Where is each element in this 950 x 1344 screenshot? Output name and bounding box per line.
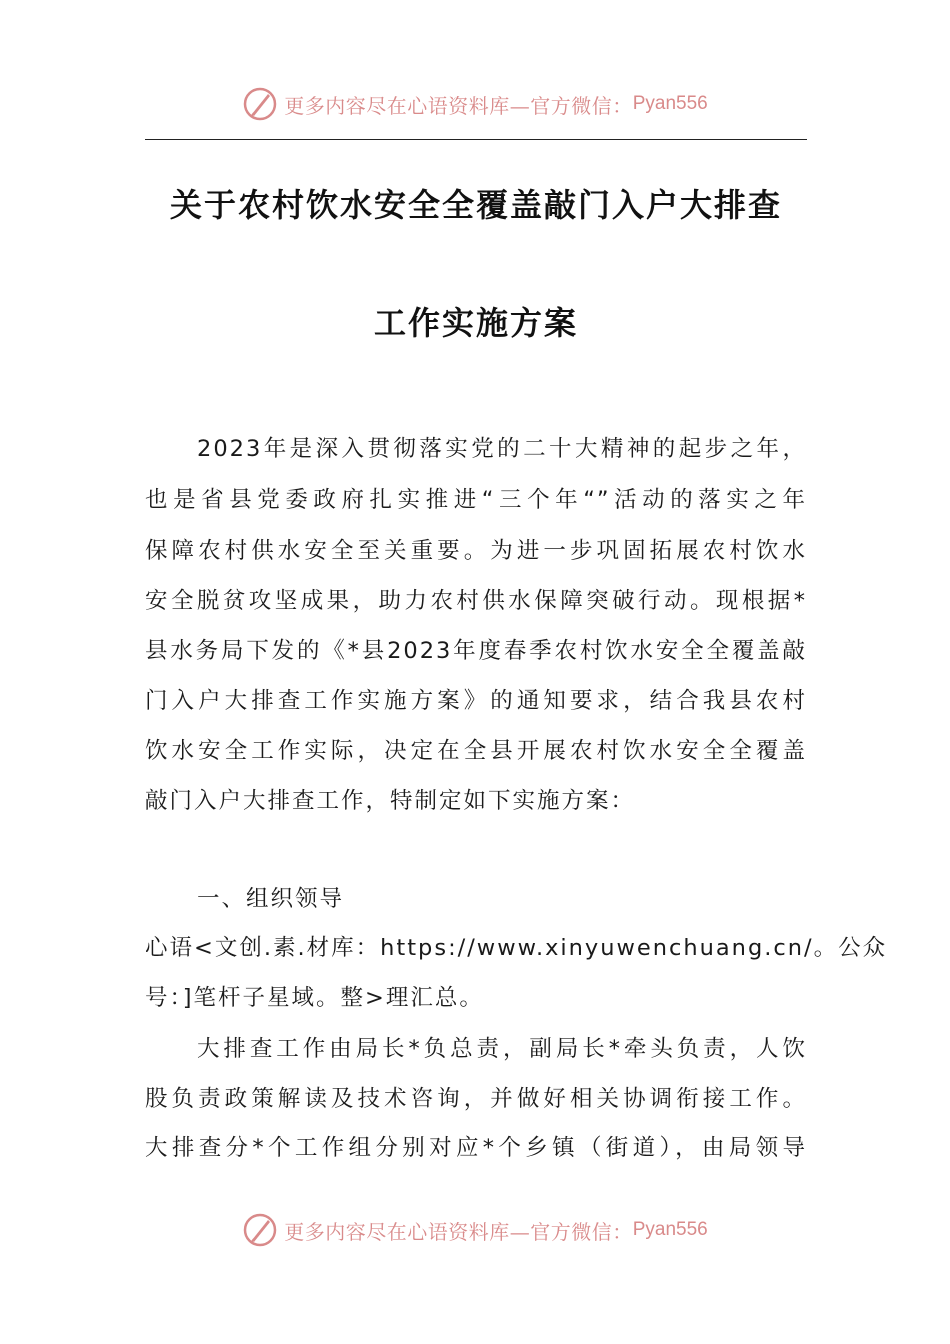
watermark-handle: Pyan556 [632, 93, 708, 114]
body-line: 保障农村供水安全至关重要。为进一步巩固拓展农村饮水 [145, 538, 807, 564]
header-rule [145, 139, 807, 140]
body-line: 县水务局下发的《*县2023年度春季农村饮水安全全覆盖敲 [145, 638, 807, 664]
section-heading: 一、组织领导 [197, 886, 345, 912]
body-line: 敲门入户大排查工作，特制定如下实施方案： [145, 788, 636, 814]
source-note-line: 号：]笔杆子星域。整>理汇总。 [145, 985, 484, 1011]
quill-logo-icon [242, 86, 278, 122]
body-line: 2023年是深入贯彻落实党的二十大精神的起步之年， [197, 436, 807, 462]
body-line: 大排查工作由局长*负总责，副局长*牵头负责，人饮 [197, 1036, 807, 1062]
watermark-text: 更多内容尽在心语资料库—官方微信： [284, 93, 633, 118]
title-line-2: 工作实施方案 [373, 304, 578, 342]
watermark-handle: Pyan556 [632, 1219, 708, 1240]
body-line: 安全脱贫攻坚成果，助力农村供水保障突破行动。现根据* [145, 588, 807, 614]
body-line: 大排查分*个工作组分别对应*个乡镇（街道），由局领导 [145, 1135, 807, 1161]
title-line-1: 关于农村饮水安全全覆盖敲门入户大排查 [169, 186, 782, 224]
footer-watermark [0, 1210, 950, 1250]
body-line: 门入户大排查工作实施方案》的通知要求，结合我县农村 [145, 688, 807, 714]
watermark-text: 更多内容尽在心语资料库—官方微信： [284, 1219, 633, 1244]
body-line: 也是省县党委政府扎实推进“三个年“”活动的落实之年 [145, 487, 807, 513]
body-line: 饮水安全工作实际，决定在全县开展农村饮水安全全覆盖 [145, 738, 807, 764]
quill-logo-icon [242, 1212, 278, 1248]
header-watermark [0, 84, 950, 124]
body-line: 股负责政策解读及技术咨询，并做好相关协调衔接工作。 [145, 1086, 807, 1112]
source-note-line: 心语<文创.素.材库：https://www.xinyuwenchuang.cn/。公众 [145, 935, 888, 961]
